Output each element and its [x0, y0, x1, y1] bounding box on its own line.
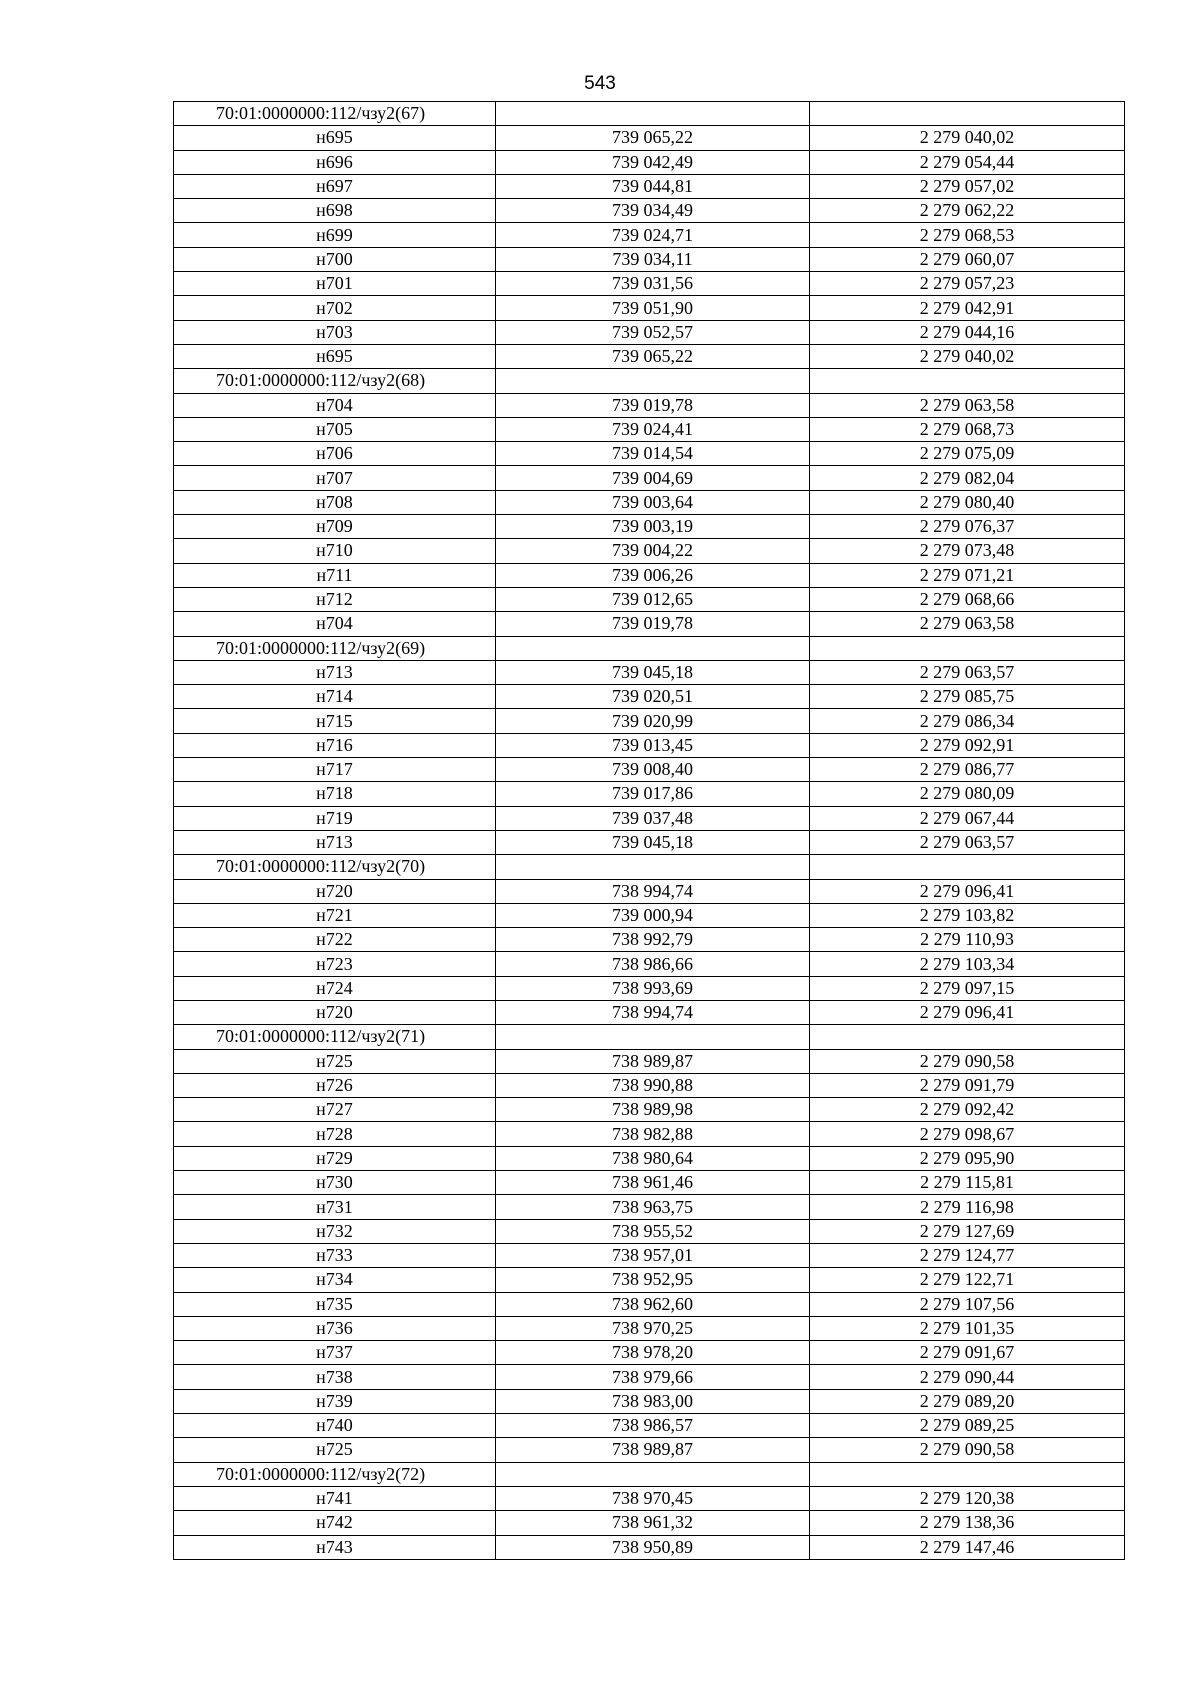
point-id-cell: н700: [174, 247, 496, 271]
empty-cell: [496, 855, 810, 879]
table-row: [174, 1316, 1125, 1340]
table-row: [174, 174, 1125, 198]
point-id-cell: н731: [174, 1195, 496, 1219]
x-coordinate-cell: 739 037,48: [496, 806, 810, 830]
section-title: 70:01:0000000:112/чзу2(68): [174, 369, 496, 393]
empty-cell: [496, 1462, 810, 1486]
section-header-row: [174, 636, 1125, 660]
section-header-row: [174, 369, 1125, 393]
table-row: [174, 1098, 1125, 1122]
y-coordinate-cell: 2 279 082,04: [810, 466, 1125, 490]
table-row: [174, 515, 1125, 539]
x-coordinate-cell: 739 013,45: [496, 733, 810, 757]
table-row: [174, 1438, 1125, 1462]
point-id-cell: н702: [174, 296, 496, 320]
x-coordinate-cell: 739 045,18: [496, 660, 810, 684]
table-row: [174, 1292, 1125, 1316]
point-id-cell: н724: [174, 976, 496, 1000]
x-coordinate-cell: 739 020,51: [496, 685, 810, 709]
table-row: [174, 539, 1125, 563]
table-row: [174, 296, 1125, 320]
x-coordinate-cell: 738 978,20: [496, 1341, 810, 1365]
point-id-cell: н723: [174, 952, 496, 976]
point-id-cell: н720: [174, 1000, 496, 1024]
point-id-cell: н725: [174, 1049, 496, 1073]
table-row: [174, 223, 1125, 247]
empty-cell: [496, 636, 810, 660]
empty-cell: [810, 855, 1125, 879]
point-id-cell: н732: [174, 1219, 496, 1243]
x-coordinate-cell: 739 019,78: [496, 393, 810, 417]
y-coordinate-cell: 2 279 090,44: [810, 1365, 1125, 1389]
table-row: [174, 806, 1125, 830]
x-coordinate-cell: 739 065,22: [496, 344, 810, 368]
y-coordinate-cell: 2 279 124,77: [810, 1243, 1125, 1267]
page-number: 543: [584, 73, 616, 94]
table-row: [174, 758, 1125, 782]
section-header-row: [174, 1462, 1125, 1486]
y-coordinate-cell: 2 279 115,81: [810, 1171, 1125, 1195]
y-coordinate-cell: 2 279 040,02: [810, 344, 1125, 368]
y-coordinate-cell: 2 279 068,53: [810, 223, 1125, 247]
y-coordinate-cell: 2 279 063,58: [810, 612, 1125, 636]
y-coordinate-cell: 2 279 097,15: [810, 976, 1125, 1000]
table-row: [174, 782, 1125, 806]
point-id-cell: н740: [174, 1414, 496, 1438]
table-row: [174, 733, 1125, 757]
point-id-cell: н712: [174, 587, 496, 611]
point-id-cell: н727: [174, 1098, 496, 1122]
x-coordinate-cell: 739 020,99: [496, 709, 810, 733]
empty-cell: [810, 369, 1125, 393]
point-id-cell: н738: [174, 1365, 496, 1389]
x-coordinate-cell: 739 042,49: [496, 150, 810, 174]
point-id-cell: н698: [174, 199, 496, 223]
y-coordinate-cell: 2 279 090,58: [810, 1049, 1125, 1073]
section-title: 70:01:0000000:112/чзу2(71): [174, 1025, 496, 1049]
table-row: [174, 1365, 1125, 1389]
section-header-row: [174, 1025, 1125, 1049]
x-coordinate-cell: 738 992,79: [496, 928, 810, 952]
x-coordinate-cell: 739 014,54: [496, 442, 810, 466]
y-coordinate-cell: 2 279 091,67: [810, 1341, 1125, 1365]
table-row: [174, 976, 1125, 1000]
table-row: [174, 1122, 1125, 1146]
table-row: [174, 1171, 1125, 1195]
point-id-cell: н713: [174, 660, 496, 684]
x-coordinate-cell: 739 004,22: [496, 539, 810, 563]
y-coordinate-cell: 2 279 110,93: [810, 928, 1125, 952]
table-row: [174, 344, 1125, 368]
table-row: [174, 247, 1125, 271]
y-coordinate-cell: 2 279 057,02: [810, 174, 1125, 198]
y-coordinate-cell: 2 279 089,20: [810, 1389, 1125, 1413]
x-coordinate-cell: 739 004,69: [496, 466, 810, 490]
section-header-row: [174, 102, 1125, 126]
y-coordinate-cell: 2 279 076,37: [810, 515, 1125, 539]
y-coordinate-cell: 2 279 089,25: [810, 1414, 1125, 1438]
point-id-cell: н735: [174, 1292, 496, 1316]
y-coordinate-cell: 2 279 063,57: [810, 830, 1125, 854]
x-coordinate-cell: 738 986,66: [496, 952, 810, 976]
x-coordinate-cell: 739 051,90: [496, 296, 810, 320]
table-row: [174, 1049, 1125, 1073]
x-coordinate-cell: 739 006,26: [496, 563, 810, 587]
table-row: [174, 272, 1125, 296]
point-id-cell: н742: [174, 1511, 496, 1535]
section-title: 70:01:0000000:112/чзу2(69): [174, 636, 496, 660]
x-coordinate-cell: 739 012,65: [496, 587, 810, 611]
point-id-cell: н708: [174, 490, 496, 514]
x-coordinate-cell: 739 052,57: [496, 320, 810, 344]
y-coordinate-cell: 2 279 092,91: [810, 733, 1125, 757]
x-coordinate-cell: 738 980,64: [496, 1146, 810, 1170]
point-id-cell: н730: [174, 1171, 496, 1195]
point-id-cell: н717: [174, 758, 496, 782]
point-id-cell: н726: [174, 1073, 496, 1097]
point-id-cell: н704: [174, 393, 496, 417]
table-row: [174, 660, 1125, 684]
point-id-cell: н734: [174, 1268, 496, 1292]
table-row: [174, 1486, 1125, 1510]
y-coordinate-cell: 2 279 096,41: [810, 879, 1125, 903]
y-coordinate-cell: 2 279 098,67: [810, 1122, 1125, 1146]
point-id-cell: н743: [174, 1535, 496, 1559]
x-coordinate-cell: 738 986,57: [496, 1414, 810, 1438]
y-coordinate-cell: 2 279 096,41: [810, 1000, 1125, 1024]
point-id-cell: н714: [174, 685, 496, 709]
point-id-cell: н709: [174, 515, 496, 539]
x-coordinate-cell: 738 994,74: [496, 1000, 810, 1024]
table-row: [174, 1341, 1125, 1365]
point-id-cell: н715: [174, 709, 496, 733]
x-coordinate-cell: 738 983,00: [496, 1389, 810, 1413]
table-row: [174, 1073, 1125, 1097]
section-title: 70:01:0000000:112/чзу2(70): [174, 855, 496, 879]
y-coordinate-cell: 2 279 092,42: [810, 1098, 1125, 1122]
x-coordinate-cell: 739 044,81: [496, 174, 810, 198]
table-row: [174, 466, 1125, 490]
x-coordinate-cell: 738 993,69: [496, 976, 810, 1000]
y-coordinate-cell: 2 279 062,22: [810, 199, 1125, 223]
y-coordinate-cell: 2 279 080,09: [810, 782, 1125, 806]
x-coordinate-cell: 738 961,32: [496, 1511, 810, 1535]
y-coordinate-cell: 2 279 042,91: [810, 296, 1125, 320]
point-id-cell: н699: [174, 223, 496, 247]
x-coordinate-cell: 739 000,94: [496, 903, 810, 927]
y-coordinate-cell: 2 279 101,35: [810, 1316, 1125, 1340]
table-row: [174, 952, 1125, 976]
point-id-cell: н721: [174, 903, 496, 927]
y-coordinate-cell: 2 279 095,90: [810, 1146, 1125, 1170]
point-id-cell: н695: [174, 344, 496, 368]
table-row: [174, 1414, 1125, 1438]
x-coordinate-cell: 738 994,74: [496, 879, 810, 903]
point-id-cell: н719: [174, 806, 496, 830]
table-row: [174, 612, 1125, 636]
y-coordinate-cell: 2 279 107,56: [810, 1292, 1125, 1316]
y-coordinate-cell: 2 279 127,69: [810, 1219, 1125, 1243]
point-id-cell: н716: [174, 733, 496, 757]
table-row: [174, 1535, 1125, 1559]
x-coordinate-cell: 739 034,11: [496, 247, 810, 271]
point-id-cell: н718: [174, 782, 496, 806]
empty-cell: [496, 369, 810, 393]
x-coordinate-cell: 738 989,87: [496, 1438, 810, 1462]
y-coordinate-cell: 2 279 086,34: [810, 709, 1125, 733]
table-row: [174, 393, 1125, 417]
x-coordinate-cell: 739 008,40: [496, 758, 810, 782]
point-id-cell: н706: [174, 442, 496, 466]
x-coordinate-cell: 739 034,49: [496, 199, 810, 223]
x-coordinate-cell: 738 957,01: [496, 1243, 810, 1267]
x-coordinate-cell: 738 989,98: [496, 1098, 810, 1122]
table-row: [174, 709, 1125, 733]
y-coordinate-cell: 2 279 103,82: [810, 903, 1125, 927]
point-id-cell: н711: [174, 563, 496, 587]
table-row: [174, 199, 1125, 223]
table-row: [174, 903, 1125, 927]
empty-cell: [496, 102, 810, 126]
x-coordinate-cell: 738 963,75: [496, 1195, 810, 1219]
y-coordinate-cell: 2 279 138,36: [810, 1511, 1125, 1535]
y-coordinate-cell: 2 279 063,58: [810, 393, 1125, 417]
point-id-cell: н704: [174, 612, 496, 636]
y-coordinate-cell: 2 279 054,44: [810, 150, 1125, 174]
x-coordinate-cell: 738 970,25: [496, 1316, 810, 1340]
point-id-cell: н737: [174, 1341, 496, 1365]
empty-cell: [810, 1025, 1125, 1049]
table-row: [174, 830, 1125, 854]
x-coordinate-cell: 739 019,78: [496, 612, 810, 636]
table-row: [174, 1243, 1125, 1267]
x-coordinate-cell: 739 003,64: [496, 490, 810, 514]
empty-cell: [810, 636, 1125, 660]
x-coordinate-cell: 738 970,45: [496, 1486, 810, 1510]
table-row: [174, 320, 1125, 344]
coordinates-table-body: [174, 102, 1125, 1560]
x-coordinate-cell: 738 961,46: [496, 1171, 810, 1195]
x-coordinate-cell: 738 982,88: [496, 1122, 810, 1146]
x-coordinate-cell: 739 024,41: [496, 417, 810, 441]
point-id-cell: н729: [174, 1146, 496, 1170]
x-coordinate-cell: 738 950,89: [496, 1535, 810, 1559]
point-id-cell: н701: [174, 272, 496, 296]
section-header-row: [174, 855, 1125, 879]
y-coordinate-cell: 2 279 040,02: [810, 126, 1125, 150]
x-coordinate-cell: 738 989,87: [496, 1049, 810, 1073]
y-coordinate-cell: 2 279 068,66: [810, 587, 1125, 611]
table-row: [174, 1000, 1125, 1024]
y-coordinate-cell: 2 279 057,23: [810, 272, 1125, 296]
point-id-cell: н710: [174, 539, 496, 563]
point-id-cell: н713: [174, 830, 496, 854]
point-id-cell: н736: [174, 1316, 496, 1340]
x-coordinate-cell: 739 045,18: [496, 830, 810, 854]
y-coordinate-cell: 2 279 085,75: [810, 685, 1125, 709]
table-row: [174, 1511, 1125, 1535]
table-row: [174, 490, 1125, 514]
table-row: [174, 1268, 1125, 1292]
y-coordinate-cell: 2 279 080,40: [810, 490, 1125, 514]
x-coordinate-cell: 738 979,66: [496, 1365, 810, 1389]
table-row: [174, 587, 1125, 611]
coordinates-table: [173, 101, 1125, 1560]
x-coordinate-cell: 739 065,22: [496, 126, 810, 150]
point-id-cell: н695: [174, 126, 496, 150]
point-id-cell: н696: [174, 150, 496, 174]
y-coordinate-cell: 2 279 067,44: [810, 806, 1125, 830]
y-coordinate-cell: 2 279 044,16: [810, 320, 1125, 344]
x-coordinate-cell: 739 017,86: [496, 782, 810, 806]
y-coordinate-cell: 2 279 090,58: [810, 1438, 1125, 1462]
y-coordinate-cell: 2 279 103,34: [810, 952, 1125, 976]
point-id-cell: н733: [174, 1243, 496, 1267]
point-id-cell: н703: [174, 320, 496, 344]
point-id-cell: н728: [174, 1122, 496, 1146]
empty-cell: [810, 102, 1125, 126]
table-row: [174, 1219, 1125, 1243]
x-coordinate-cell: 738 990,88: [496, 1073, 810, 1097]
y-coordinate-cell: 2 279 071,21: [810, 563, 1125, 587]
table-row: [174, 1195, 1125, 1219]
point-id-cell: н707: [174, 466, 496, 490]
y-coordinate-cell: 2 279 122,71: [810, 1268, 1125, 1292]
table-row: [174, 1146, 1125, 1170]
table-row: [174, 442, 1125, 466]
x-coordinate-cell: 738 955,52: [496, 1219, 810, 1243]
y-coordinate-cell: 2 279 086,77: [810, 758, 1125, 782]
point-id-cell: н722: [174, 928, 496, 952]
x-coordinate-cell: 739 031,56: [496, 272, 810, 296]
y-coordinate-cell: 2 279 147,46: [810, 1535, 1125, 1559]
point-id-cell: н725: [174, 1438, 496, 1462]
point-id-cell: н739: [174, 1389, 496, 1413]
point-id-cell: н705: [174, 417, 496, 441]
y-coordinate-cell: 2 279 116,98: [810, 1195, 1125, 1219]
x-coordinate-cell: 739 024,71: [496, 223, 810, 247]
table-row: [174, 563, 1125, 587]
x-coordinate-cell: 739 003,19: [496, 515, 810, 539]
y-coordinate-cell: 2 279 120,38: [810, 1486, 1125, 1510]
table-row: [174, 928, 1125, 952]
section-title: 70:01:0000000:112/чзу2(67): [174, 102, 496, 126]
table-row: [174, 685, 1125, 709]
y-coordinate-cell: 2 279 068,73: [810, 417, 1125, 441]
x-coordinate-cell: 738 952,95: [496, 1268, 810, 1292]
empty-cell: [496, 1025, 810, 1049]
y-coordinate-cell: 2 279 075,09: [810, 442, 1125, 466]
table-row: [174, 1389, 1125, 1413]
table-row: [174, 150, 1125, 174]
point-id-cell: н697: [174, 174, 496, 198]
empty-cell: [810, 1462, 1125, 1486]
y-coordinate-cell: 2 279 073,48: [810, 539, 1125, 563]
point-id-cell: н741: [174, 1486, 496, 1510]
table-row: [174, 879, 1125, 903]
point-id-cell: н720: [174, 879, 496, 903]
table-row: [174, 126, 1125, 150]
section-title: 70:01:0000000:112/чзу2(72): [174, 1462, 496, 1486]
y-coordinate-cell: 2 279 091,79: [810, 1073, 1125, 1097]
y-coordinate-cell: 2 279 060,07: [810, 247, 1125, 271]
y-coordinate-cell: 2 279 063,57: [810, 660, 1125, 684]
x-coordinate-cell: 738 962,60: [496, 1292, 810, 1316]
table-row: [174, 417, 1125, 441]
